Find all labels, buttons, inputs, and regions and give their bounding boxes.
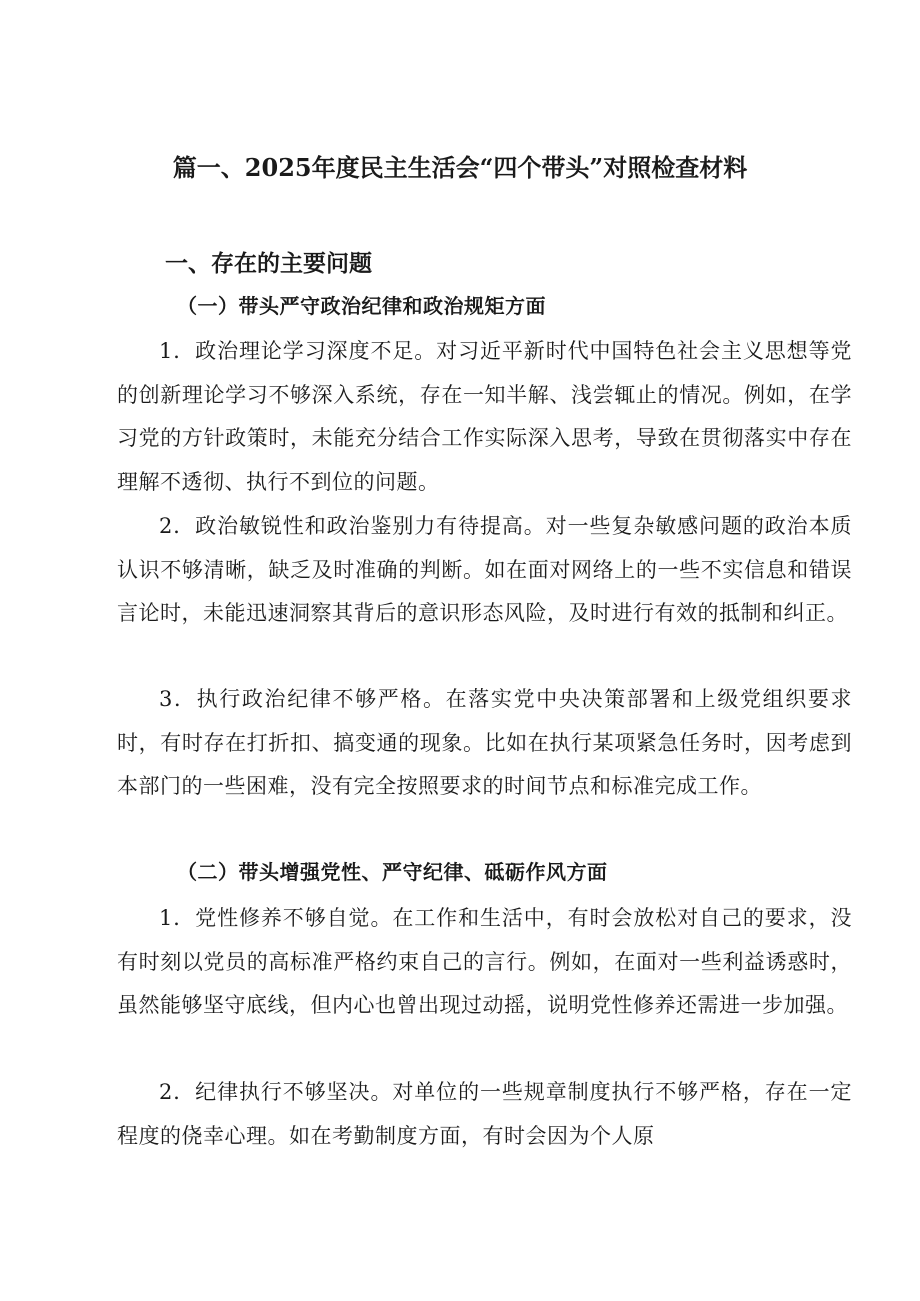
paragraph-theory-study: 1．政治理论学习深度不足。对习近平新时代中国特色社会主义思想等党的创新理论学习不够深入系统，存在一知半解、浅尝辄止的情况。例如，在学习党的方针政策时，未能充分结合工作实际深入思考，导致在贯彻落实中存在理解不透彻、执行不到位的问题。 bbox=[117, 339, 852, 494]
document-title: 篇一、2025年度民主生活会“四个带头”对照检查材料 bbox=[172, 153, 748, 182]
section-heading-main-problems: 一、存在的主要问题 bbox=[165, 251, 372, 277]
paragraph-party-spirit-cultivation: 1．党性修养不够自觉。在工作和生活中，有时会放松对自己的要求，没有时刻以党员的高标准严格约束自己的言行。例如，在面对一些利益诱惑时，虽然能够坚守底线，但内心也曾出现过动摇，说明党性修养还需进一步加强。 bbox=[117, 906, 852, 1017]
paragraph-political-sensitivity: 2．政治敏锐性和政治鉴别力有待提高。对一些复杂敏感问题的政治本质认识不够清晰，缺乏及时准确的判断。如在面对网络上的一些不实信息和错误言论时，未能迅速洞察其背后的意识形态风险，及时进行有效的抵制和纠正。 bbox=[117, 514, 852, 625]
sub-heading-party-spirit: （二）带头增强党性、严守纪律、砥砺作风方面 bbox=[177, 860, 608, 884]
paragraph-discipline-enforcement: 2．纪律执行不够坚决。对单位的一些规章制度执行不够严格，存在一定程度的侥幸心理。如在考勤制度方面，有时会因为个人原 bbox=[117, 1080, 852, 1148]
sub-heading-political-discipline: （一）带头严守政治纪律和政治规矩方面 bbox=[177, 294, 546, 318]
paragraph-political-discipline-execution: 3．执行政治纪律不够严格。在落实党中央决策部署和上级党组织要求时，有时存在打折扣、搞变通的现象。比如在执行某项紧急任务时，因考虑到本部门的一些困难，没有完全按照要求的时间节点和标准完成工作。 bbox=[117, 687, 852, 798]
